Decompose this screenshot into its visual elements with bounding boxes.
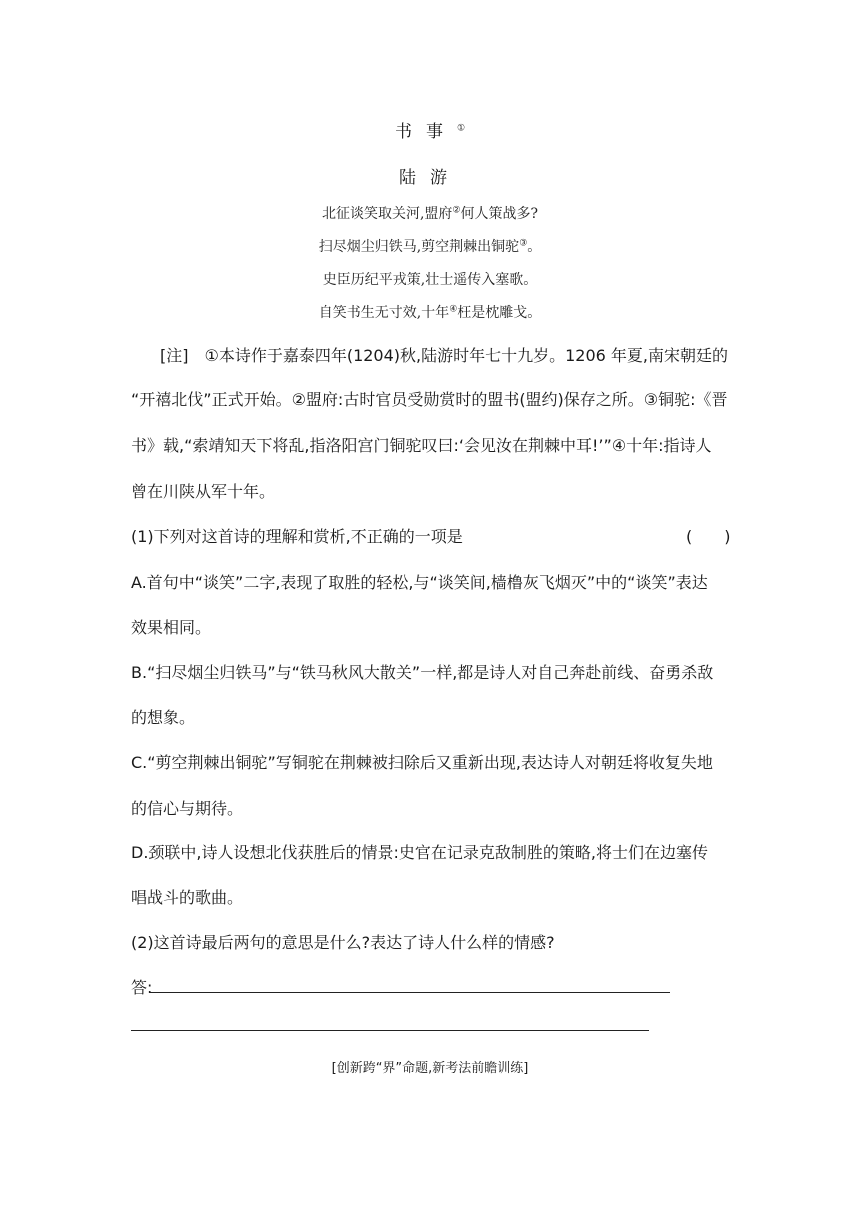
poem-author: 陆游 [399,168,461,188]
answer-line[interactable] [150,992,670,993]
poem-line: 史臣历纪平戎策,壮士遥传入塞歌。 [322,272,538,288]
option-c: C.“剪空荆棘出铜驼”写铜驼在荆棘被扫除后又重新出现,表达诗人对朝廷将收复失地 [131,753,713,772]
poem-line: 自笑书生无寸效,十年④枉是枕雕戈。 [318,304,542,321]
option-a-cont: 效果相同。 [131,618,212,637]
section-caption: [创新跨“界”命题,新考法前瞻训练] [331,1061,529,1076]
poem-line: 北征谈笑取关河,盟府②何人策战多? [321,205,539,222]
poem-title: 书事① [394,122,466,142]
poem-line: 扫尽烟尘归铁马,剪空荆棘出铜驼③。 [318,238,542,255]
note-line: 曾在川陕从军十年。 [131,482,276,501]
question-2-stem: (2)这首诗最后两句的意思是什么?表达了诗人什么样的情感? [131,933,555,952]
option-d: D.颈联中,诗人设想北伐获胜后的情景:史官在记录克敌制胜的策略,将士们在边塞传 [131,843,708,862]
option-d-cont: 唱战斗的歌曲。 [131,888,244,907]
option-a: A.首句中“谈笑”二字,表现了取胜的轻松,与“谈笑间,樯橹灰飞烟灭”中的“谈笑”表达 [131,573,708,592]
answer-bracket: ( ) [686,527,731,546]
note-line: [注] ①本诗作于嘉泰四年(1204)秋,陆游时年七十九岁。1206 年夏,南宋朝廷的 [160,346,729,365]
answer-label: 答: [131,978,153,997]
answer-line[interactable] [131,1030,649,1031]
option-b: B.“扫尽烟尘归铁马”与“铁马秋风大散关”一样,都是诗人对自己奔赴前线、奋勇杀敌 [131,663,714,682]
option-c-cont: 的信心与期待。 [131,799,244,818]
note-line: “开禧北伐”正式开始。②盟府:古时官员受勋赏时的盟书(盟约)保存之所。③铜驼:《晋 [131,390,728,409]
note-line: 书》载,“索靖知天下将乱,指洛阳宫门铜驼叹曰:‘会见汝在荆棘中耳!’”④十年:指诗人 [131,436,712,455]
question-1-stem: (1)下列对这首诗的理解和赏析,不正确的一项是 [131,527,463,546]
option-b-cont: 的想象。 [131,708,196,727]
